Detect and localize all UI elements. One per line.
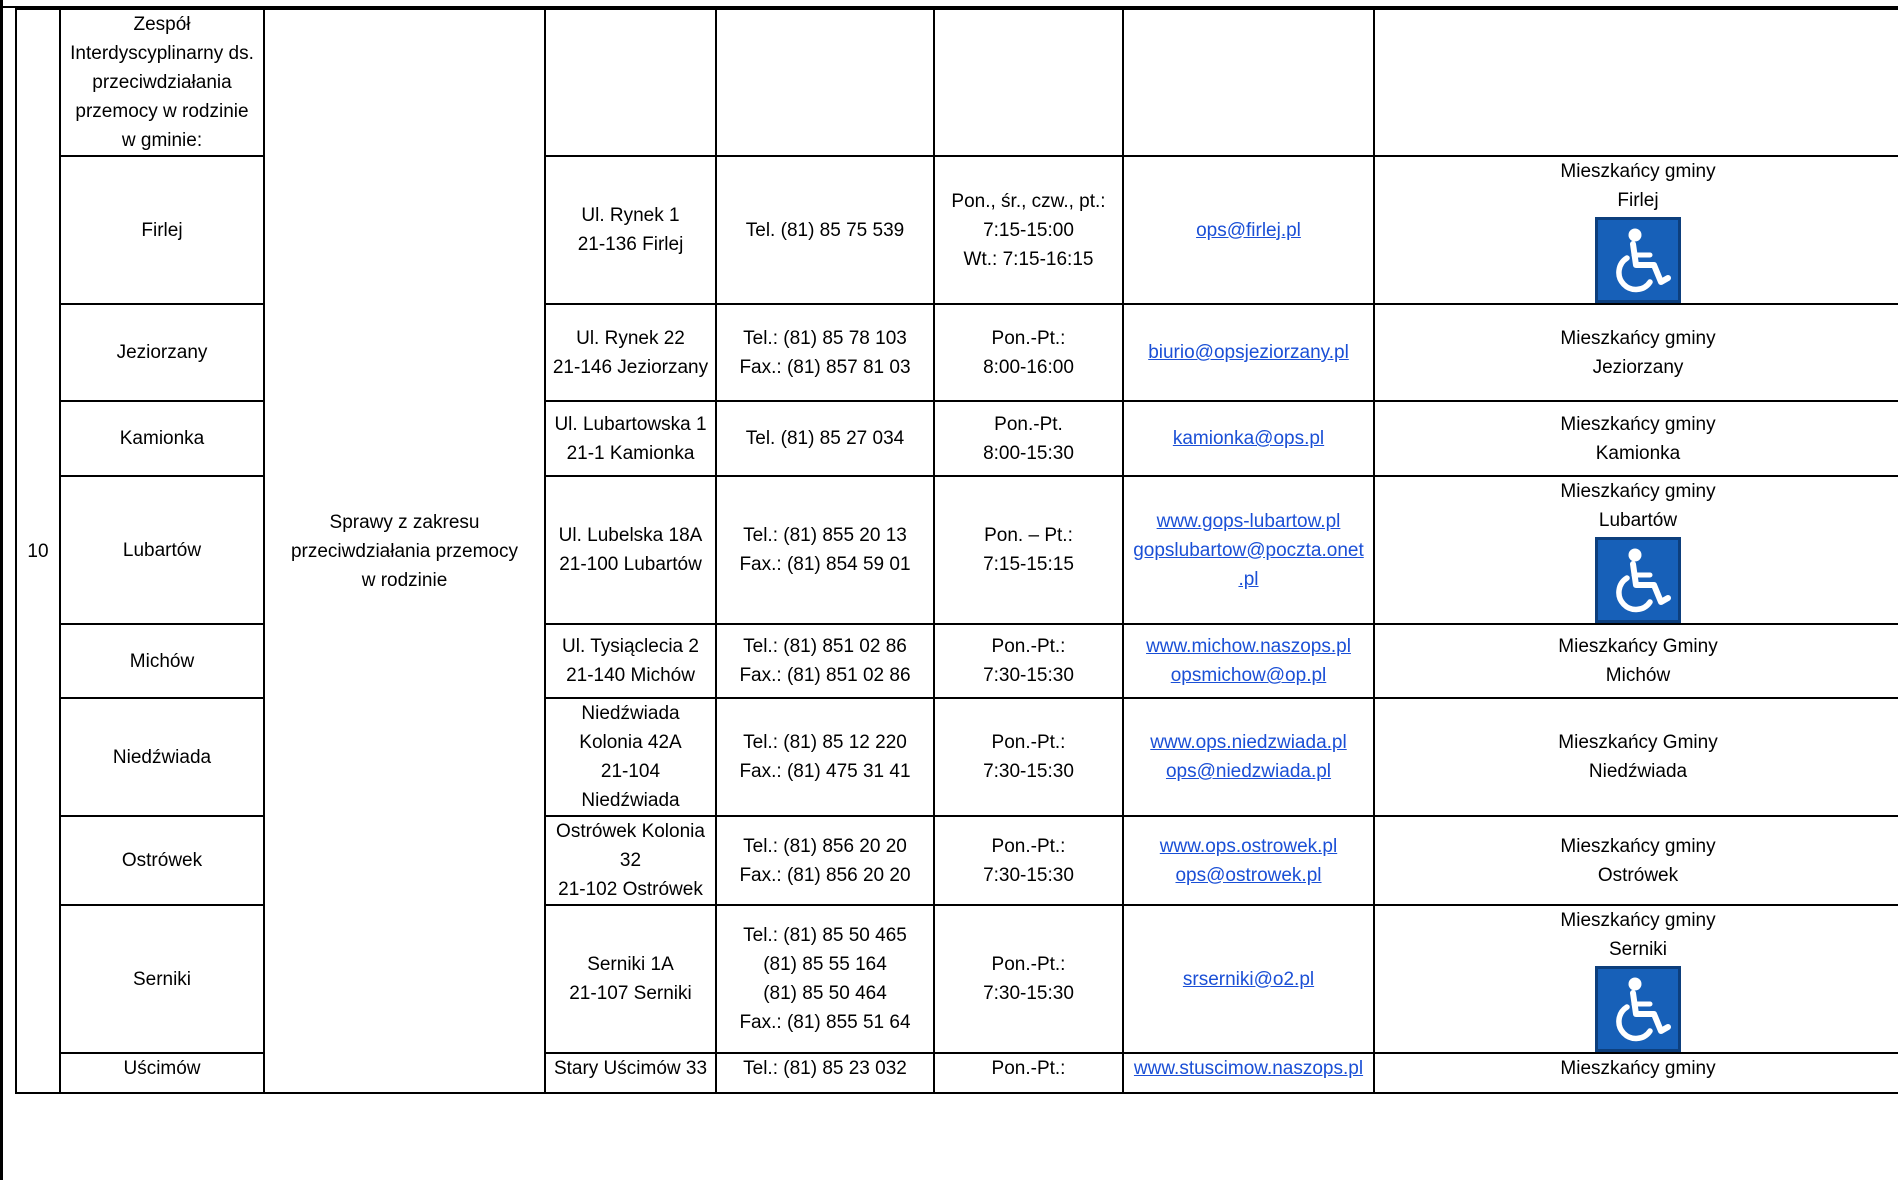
unit-cell — [60, 156, 264, 304]
phone-cell — [716, 624, 934, 698]
unit-header — [65, 10, 259, 155]
phone-cell-line: Tel.: (81) 85 78 103 — [743, 327, 907, 349]
unit-cell — [60, 816, 264, 905]
contact-cell-lines — [1128, 338, 1369, 367]
hours-cell — [934, 401, 1123, 476]
contact-cell-lines — [1128, 216, 1369, 245]
phone-cell-lines — [721, 324, 929, 382]
address-cell — [545, 905, 716, 1053]
unit-name: Niedźwiada — [112, 746, 212, 768]
scope-cell — [264, 9, 545, 1093]
hours-cell-empty — [934, 9, 1123, 156]
contact-cell-lines — [1128, 832, 1369, 890]
hours-cell-lines — [939, 832, 1118, 890]
hours-cell-line: 7:30-15:30 — [983, 864, 1074, 886]
unit-name: Ostrówek — [121, 850, 203, 871]
beneficiaries-line: Firlej — [1617, 190, 1659, 211]
hours-cell-line: Wt.: 7:15-16:15 — [963, 248, 1094, 270]
hours-cell — [934, 698, 1123, 816]
address-cell-line: Ostrówek Kolonia — [556, 821, 705, 842]
unit-cell — [60, 1053, 264, 1093]
contact-cell — [1123, 905, 1374, 1053]
phone-cell-line: (81) 85 50 464 — [763, 983, 887, 1004]
contact-cell-lines — [1128, 728, 1369, 786]
beneficiaries-line: Mieszkańcy gminy — [1560, 910, 1716, 931]
beneficiaries-cell — [1374, 698, 1898, 816]
address-cell-line: Ul. Rynek 1 — [581, 205, 680, 226]
scope-text: Sprawy z zakresu przeciwdziałania przemocy w rodzinie — [290, 511, 519, 591]
phone-cell-line: Tel. (81) 85 75 539 — [745, 219, 905, 241]
unit-header-line: przeciwdziałania — [92, 72, 232, 93]
address-cell-line: 32 — [619, 850, 642, 871]
unit-cell — [60, 624, 264, 698]
phone-cell — [716, 401, 934, 476]
beneficiaries-cell — [1374, 304, 1898, 401]
phone-cell-line: (81) 85 55 164 — [763, 954, 887, 975]
contact-link[interactable]: srserniki@o2.pl — [1182, 968, 1315, 990]
beneficiaries-cell — [1374, 401, 1898, 476]
contact-cell — [1123, 624, 1374, 698]
address-cell-lines — [550, 521, 711, 579]
contact-cell — [1123, 1053, 1374, 1093]
hours-cell-line: Pon.-Pt.: — [991, 835, 1066, 857]
hours-cell-line: 8:00-16:00 — [983, 356, 1074, 378]
contact-link[interactable]: ops@ostrowek.pl — [1175, 864, 1322, 886]
phone-cell-line: Fax.: (81) 856 20 20 — [739, 864, 911, 886]
beneficiaries-line: Mieszkańcy gminy — [1560, 1058, 1716, 1079]
hours-cell-line: Pon.-Pt.: — [991, 954, 1066, 975]
wheelchair-icon — [1595, 537, 1681, 623]
hours-cell-lines — [939, 1054, 1118, 1083]
address-cell-line: Serniki 1A — [587, 954, 674, 975]
unit-name: Jeziorzany — [116, 342, 208, 363]
hours-cell-line: 7:15-15:15 — [983, 554, 1074, 575]
phone-cell-line: Fax.: (81) 854 59 01 — [739, 554, 911, 575]
beneficiaries-cell — [1374, 1053, 1898, 1093]
contact-link[interactable]: www.michow.naszops.pl — [1146, 636, 1351, 657]
hours-cell-line: Pon.-Pt.: — [991, 732, 1066, 753]
phone-cell-line: Tel. (81) 85 27 034 — [745, 428, 905, 449]
unit-header-cell — [60, 9, 264, 156]
phone-cell-line: Fax.: (81) 475 31 41 — [739, 761, 911, 782]
hours-cell-lines — [939, 187, 1118, 274]
address-cell — [545, 156, 716, 304]
unit-cell — [60, 905, 264, 1053]
beneficiaries-line: Ostrówek — [1597, 864, 1679, 886]
address-cell-line: Ul. Lubartowska 1 — [554, 413, 707, 435]
address-cell-empty — [545, 9, 716, 156]
contact-link[interactable]: ops@firlej.pl — [1196, 219, 1301, 241]
unit-header-line: Interdyscyplinarny ds. — [70, 43, 254, 64]
address-cell-lines — [550, 324, 711, 382]
contact-link[interactable]: www.stuscimow.naszops.pl — [1133, 1058, 1364, 1079]
phone-cell — [716, 816, 934, 905]
contact-cell-lines — [1128, 507, 1369, 594]
beneficiaries-cell-empty — [1374, 9, 1898, 156]
contact-link[interactable]: opsmichow@op.pl — [1170, 665, 1327, 686]
contact-cell — [1123, 304, 1374, 401]
beneficiaries-line: Michów — [1605, 665, 1671, 686]
phone-cell-line: Tel.: (81) 85 50 465 — [743, 925, 907, 946]
hours-cell-lines — [939, 324, 1118, 382]
contact-cell — [1123, 401, 1374, 476]
phone-cell-lines — [721, 1054, 929, 1083]
unit-cell — [60, 304, 264, 401]
phone-cell-line: Tel.: (81) 851 02 86 — [743, 636, 907, 657]
wheelchair-icon — [1595, 966, 1681, 1052]
address-cell-line: Ul. Tysiąclecia 2 — [562, 636, 699, 657]
unit-name: Michów — [129, 650, 195, 672]
phone-cell-lines — [721, 832, 929, 890]
contact-cell-lines — [1128, 632, 1369, 690]
address-cell-line: 21-107 Serniki — [569, 983, 692, 1004]
beneficiaries-line: Serniki — [1608, 939, 1668, 960]
address-cell — [545, 698, 716, 816]
phone-cell-line: Tel.: (81) 85 23 032 — [743, 1058, 907, 1079]
contact-link[interactable]: gopslubartow@poczta.onet — [1133, 539, 1364, 561]
address-cell — [545, 816, 716, 905]
beneficiaries-cell — [1374, 156, 1898, 304]
address-cell-line: 21-1 Kamionka — [566, 442, 695, 464]
phone-cell-line: Fax.: (81) 851 02 86 — [739, 665, 911, 686]
address-cell-lines — [550, 950, 711, 1008]
unit-name: Serniki — [132, 968, 192, 990]
address-cell-lines — [550, 1054, 711, 1083]
hours-cell — [934, 624, 1123, 698]
phone-cell — [716, 1053, 934, 1093]
address-cell-line: Kolonia 42A — [579, 732, 682, 753]
beneficiaries-line: Mieszkańcy gminy — [1560, 481, 1716, 502]
phone-cell-line: Tel.: (81) 856 20 20 — [743, 835, 907, 857]
beneficiaries-cell — [1374, 476, 1898, 624]
phone-cell-lines — [721, 521, 929, 579]
address-cell-line: Ul. Rynek 22 — [576, 327, 685, 349]
address-cell-lines — [550, 817, 711, 904]
table-row — [16, 9, 1898, 156]
table-body — [16, 9, 1898, 1093]
beneficiaries-line: Lubartów — [1598, 510, 1678, 531]
unit-header-line: w gminie: — [121, 130, 203, 151]
unit-cell — [60, 698, 264, 816]
beneficiaries-line: Kamionka — [1595, 442, 1681, 464]
address-cell-line: Stary Uścimów 33 — [553, 1058, 708, 1079]
address-cell-line: 21-104 — [600, 761, 661, 782]
unit-cell — [60, 401, 264, 476]
address-cell-lines — [550, 699, 711, 815]
contact-cell — [1123, 476, 1374, 624]
contact-cell — [1123, 698, 1374, 816]
address-cell-line: Ul. Lubelska 18A — [558, 525, 703, 546]
hours-cell-line: 7:30-15:30 — [983, 761, 1074, 782]
hours-cell-line: Pon.-Pt.: — [991, 636, 1066, 657]
address-cell-lines — [550, 410, 711, 468]
contact-cell-lines — [1128, 424, 1369, 453]
beneficiaries-line: Mieszkańcy gminy — [1560, 161, 1716, 182]
address-cell-line: Niedźwiada — [581, 790, 680, 811]
row-number-cell — [16, 9, 60, 1093]
hours-cell-line: Pon., śr., czw., pt.: — [951, 190, 1106, 212]
hours-cell-lines — [939, 950, 1118, 1008]
address-cell — [545, 1053, 716, 1093]
hours-cell-lines — [939, 728, 1118, 786]
hours-cell-line: 7:30-15:30 — [983, 983, 1074, 1004]
address-cell — [545, 304, 716, 401]
institutions-table — [15, 8, 1898, 1094]
address-cell-line: Niedźwiada — [581, 703, 680, 724]
phone-cell-lines — [721, 921, 929, 1037]
hours-cell-lines — [939, 521, 1118, 579]
contact-link[interactable]: .pl — [1238, 568, 1259, 590]
hours-cell — [934, 1053, 1123, 1093]
address-cell-line: 21-146 Jeziorzany — [552, 356, 709, 378]
beneficiaries-line: Mieszkańcy Gminy — [1558, 732, 1718, 753]
unit-header-line: przemocy w rodzinie — [75, 101, 249, 122]
beneficiaries-cell — [1374, 816, 1898, 905]
contact-link[interactable]: ops@niedzwiada.pl — [1165, 761, 1332, 782]
phone-cell-empty — [716, 9, 934, 156]
contact-cell — [1123, 816, 1374, 905]
contact-cell-empty — [1123, 9, 1374, 156]
phone-cell-lines — [721, 632, 929, 690]
address-cell — [545, 401, 716, 476]
phone-cell-line: Fax.: (81) 857 81 03 — [739, 356, 911, 378]
contact-cell-lines — [1128, 1054, 1369, 1083]
contact-link[interactable]: biurio@opsjeziorzany.pl — [1148, 342, 1349, 363]
hours-cell-line: 8:00-15:30 — [983, 442, 1074, 464]
hours-cell-line: Pon.-Pt.: — [991, 1058, 1066, 1079]
address-cell-line: 21-100 Lubartów — [559, 554, 702, 575]
address-cell-line: 21-102 Ostrówek — [558, 879, 703, 900]
contact-link[interactable]: www.ops.ostrowek.pl — [1159, 835, 1338, 857]
hours-cell — [934, 476, 1123, 624]
hours-cell-line: Pon.-Pt. — [994, 413, 1063, 435]
beneficiaries-line: Mieszkańcy Gminy — [1558, 636, 1718, 657]
contact-cell-lines — [1128, 965, 1369, 994]
phone-cell — [716, 476, 934, 624]
phone-cell — [716, 905, 934, 1053]
contact-cell — [1123, 156, 1374, 304]
beneficiaries-cell — [1374, 624, 1898, 698]
address-cell — [545, 476, 716, 624]
address-cell-lines — [550, 632, 711, 690]
row-number: 10 — [27, 540, 49, 562]
phone-cell-lines — [721, 424, 929, 453]
unit-name: Lubartów — [122, 539, 202, 561]
phone-cell-lines — [721, 728, 929, 786]
hours-cell-line: Pon. – Pt.: — [984, 525, 1073, 546]
unit-header-line: Zespół — [133, 14, 191, 35]
top-border — [3, 0, 1898, 8]
hours-cell-line: 7:30-15:30 — [983, 665, 1074, 686]
hours-cell-line: 7:15-15:00 — [983, 219, 1074, 241]
beneficiaries-cell — [1374, 905, 1898, 1053]
contact-link[interactable]: kamionka@ops.pl — [1172, 428, 1325, 449]
phone-cell-line: Fax.: (81) 855 51 64 — [739, 1012, 911, 1033]
beneficiaries-line: Mieszkańcy gminy — [1560, 327, 1716, 349]
hours-cell — [934, 816, 1123, 905]
phone-cell — [716, 304, 934, 401]
beneficiaries-line: Niedźwiada — [1588, 761, 1688, 782]
address-cell-lines — [550, 201, 711, 259]
hours-cell-lines — [939, 410, 1118, 468]
unit-cell — [60, 476, 264, 624]
address-cell-line: 21-140 Michów — [566, 665, 695, 686]
phone-cell — [716, 156, 934, 304]
unit-name: Firlej — [141, 219, 183, 241]
address-cell-line: 21-136 Firlej — [577, 234, 684, 255]
hours-cell-lines — [939, 632, 1118, 690]
hours-cell — [934, 304, 1123, 401]
hours-cell — [934, 156, 1123, 304]
phone-cell-line: Tel.: (81) 855 20 13 — [743, 525, 907, 546]
unit-name: Uścimów — [123, 1058, 201, 1079]
beneficiaries-line: Jeziorzany — [1592, 356, 1684, 378]
wheelchair-icon — [1595, 217, 1681, 303]
hours-cell — [934, 905, 1123, 1053]
contact-link[interactable]: www.gops-lubartow.pl — [1156, 510, 1341, 532]
beneficiaries-line: Mieszkańcy gminy — [1560, 835, 1716, 857]
contact-link[interactable]: www.ops.niedzwiada.pl — [1150, 732, 1347, 753]
address-cell — [545, 624, 716, 698]
phone-cell — [716, 698, 934, 816]
unit-name: Kamionka — [119, 428, 205, 449]
hours-cell-line: Pon.-Pt.: — [991, 327, 1066, 349]
phone-cell-line: Tel.: (81) 85 12 220 — [743, 732, 907, 753]
phone-cell-lines — [721, 216, 929, 245]
beneficiaries-line: Mieszkańcy gminy — [1560, 413, 1716, 435]
